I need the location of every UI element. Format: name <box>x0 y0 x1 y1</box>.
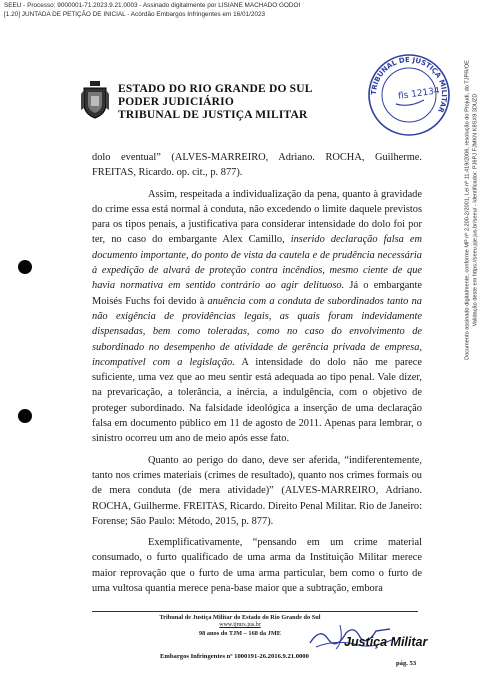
seal-ring-text: TRIBUNAL DE JUSTIÇA MILITAR <box>369 55 449 114</box>
paragraph-individualization <box>92 187 422 447</box>
footer-anniversary: 98 anos do TJM – 168 da JME <box>199 630 281 637</box>
paragraph-1-text-c: A intensidade do dolo não me parece suficiente, uma vez que ao meu sentir está adequada ao tipo penal. Vale dizer, na prevaricação, a tolerância, a inércia, a indulgência, com o objetivo de proteger subordinado. Na falsidade ideológica a inserção de uma declaração falsa em documento público em 11 de agosto de 2011. Apenas para lembrar, o sinistro ocorreu um ano de meio após esse fato. <box>92 356 422 445</box>
binder-hole-bottom <box>18 409 32 423</box>
document-body <box>92 150 422 596</box>
seeu-header-line-1: SEEU - Processo: 9000001-71.2023.9.21.0003 - Assinado digitalmente por LISIANE MACHADO GODOI <box>4 2 301 9</box>
institution-heading <box>118 83 313 122</box>
page-number: pág. 53 <box>396 660 417 667</box>
process-number: Embargos Infringentes nº 1000191-26.2016.9.21.0000 <box>160 653 309 660</box>
seeu-header <box>4 2 424 19</box>
paragraph-danger: Quanto ao perigo do dano, deve ser aferida, “indiferentemente, tanto nos crimes materiais (crimes de resultado), quanto nos crimes formais ou de mera conduta (de mera atividade)” (ALVES-MARREIRO, Adriano. ROCHA, Guilherme. FREITAS, Ricardo. Direito Penal Militar. Rio de Janeiro: Forense; São Paulo: Método, 2015, p. 877). <box>92 454 422 527</box>
state-name: ESTADO DO RIO GRANDE DO SUL <box>118 83 313 95</box>
footer-court-name: Tribunal de Justiça Militar do Estado do Rio Grande do Sul <box>159 614 321 621</box>
paragraph-1-text-b: Já o embargante Moisés Fuchs foi devido à <box>92 280 422 307</box>
footer-website-link[interactable]: www.tjmrs.jus.br <box>219 622 261 628</box>
judiciary-name: PODER JUDICIÁRIO <box>118 96 234 108</box>
court-name: TRIBUNAL DE JUSTIÇA MILITAR <box>118 109 308 121</box>
footer-divider <box>92 611 418 612</box>
justica-militar-logo: Justiça Militar <box>344 635 428 649</box>
paragraph-example: Exemplificativamente, “pensando em um crime material consumado, o furto qualificado de uma arma da Instituição Militar merece maior reprovação que o furto de uma arma particular, bem como o furto de uma vultosa quantia merece pena-base maior que a subtração, embora <box>92 537 422 595</box>
page-footer <box>0 610 495 700</box>
paragraph-1-text-a: Assim, respeitada a individualização da pena, quanto à gravidade do crime essa está normal à conduta, não excedendo o limite daquele previstos para os tipos penais, a justificativa para considerar intensidade do dolo foi por ter, no caso do embargante Alex Camillo, <box>92 188 422 246</box>
binder-hole-top <box>18 260 32 274</box>
seeu-header-line-2: [1.20] JUNTADA DE PETIÇÃO DE INICIAL - Acórdão Embargos Infringentes em 16/01/2023 <box>4 10 266 18</box>
coat-of-arms-icon <box>80 80 110 120</box>
folio-number: fls 12134 <box>397 86 441 102</box>
paragraph-1-quote-a: inserido declaração falsa em documento importante, do ponto de vista da cautela e de prudência necessária à expedição de alvará de proteção contra incêndios, mesmo ciente de que havia normativa em sentido contrário ao agir delituoso. <box>92 234 422 292</box>
signature-stamp-line-1: Documento assinado digitalmente, conforme MP nº 2.200-2/2001, Lei nº 11.419/2006, resolução do Projudi, do TJPR/OE <box>464 60 471 360</box>
paragraph-citation: dolo eventual” (ALVES-MARREIRO, Adriano. ROCHA, Guilherme. FREITAS, Ricardo. op. cit., p. 877). <box>92 152 422 179</box>
signature-stamp-line-2: Validação deste em https://seeu.pje.jus.br/seeu/ - Identificador: PJ6PJ FJMKN K8SX9 3DUZD <box>472 93 478 327</box>
paragraph-1-quote-b: anuência com a conduta de subordinados tanto na não exigência de providências legais, as quais foram indevidamente dispensadas, bem como toleradas, como no caso do envolvimento de subordinado no desempenho de atividade de gerência privada de empresa, incompatível com a legislação. <box>92 295 422 368</box>
digital-signature-stamp <box>452 45 492 375</box>
